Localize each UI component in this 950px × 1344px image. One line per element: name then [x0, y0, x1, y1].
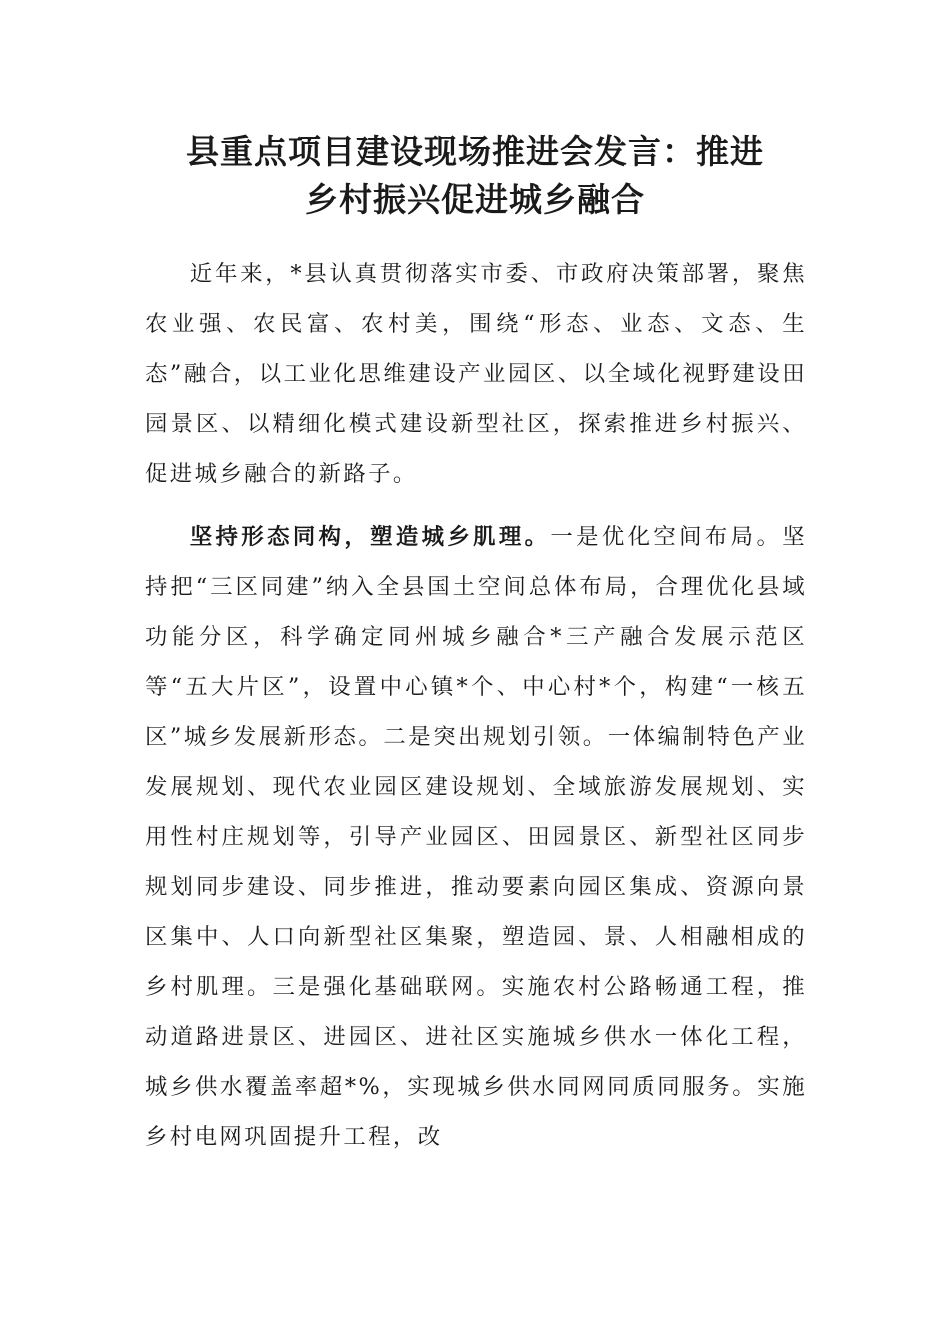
paragraph-section-1-text: 一是优化空间布局。坚持把“三区同建”纳入全县国土空间总体布局，合理优化县域功能分区，科学确定同州城乡融合*三产融合发展示范区等“五大片区”，设置中心镇*个、中心村*个，构建“一核五区”城乡发展新形态。二是突出规划引领。一体编制特色产业发展规划、现代农业园区建设规划、全域旅游发展规划、实用性村庄规划等，引导产业园区、田园景区、新型社区同步规划同步建设、同步推进，推动要素向园区集成、资源向景区集中、人口向新型社区集聚，塑造园、景、人相融相成的乡村肌理。三是强化基础联网。实施农村公路畅通工程，推动道路进景区、进园区、进社区实施城乡供水一体化工程，城乡供水覆盖率超*%，实现城乡供水同网同质同服务。实施乡村电网巩固提升工程，改 [145, 524, 807, 1150]
document-title [140, 128, 810, 224]
paragraph-intro [145, 249, 807, 499]
title-line-1: 县重点项目建设现场推进会发言：推进 [186, 132, 764, 171]
paragraph-intro-text: 近年来，*县认真贯彻落实市委、市政府决策部署，聚焦农业强、农民富、农村美，围绕“形态、业态、文态、生态”融合，以工业化思维建设产业园区、以全域化视野建设田园景区、以精细化模式建设新型社区，探索推进乡村振兴、促进城乡融合的新路子。 [145, 261, 807, 487]
section-1-heading: 坚持形态同构，塑造城乡肌理。 [189, 524, 551, 550]
paragraph-section-1 [145, 512, 807, 1162]
title-line-2: 乡村振兴促进城乡融合 [305, 180, 645, 219]
